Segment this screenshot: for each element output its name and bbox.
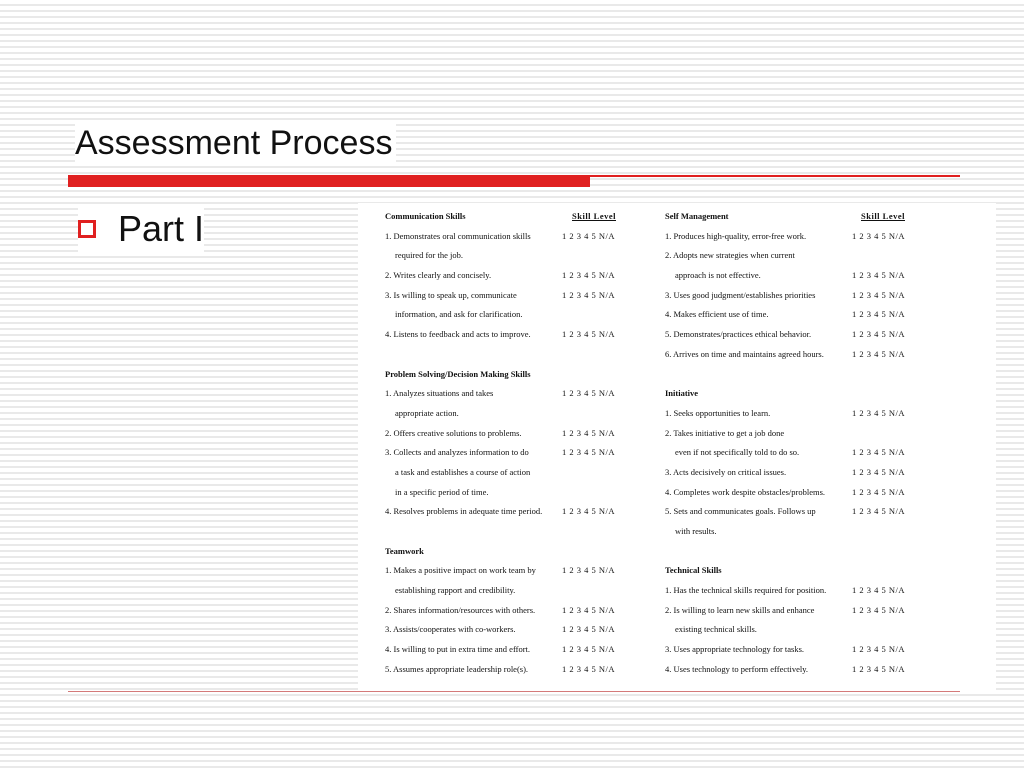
form-row <box>385 305 667 325</box>
form-row <box>665 660 965 680</box>
form-row-text: appropriate action. <box>395 407 459 418</box>
form-row <box>665 502 965 522</box>
form-row-text: 4. Makes efficient use of time. <box>665 309 769 320</box>
form-row <box>385 502 667 522</box>
square-bullet-icon <box>78 220 96 238</box>
rating-scale: 1 2 3 4 5 N/A <box>852 486 906 497</box>
form-row <box>385 443 667 463</box>
form-row-text: 3. Collects and analyzes information to do <box>385 447 529 458</box>
rating-scale: 1 2 3 4 5 N/A <box>852 329 906 340</box>
rating-scale: 1 2 3 4 5 N/A <box>852 309 906 320</box>
form-row-text: Teamwork <box>385 545 424 556</box>
rating-scale: 1 2 3 4 5 N/A <box>562 447 616 458</box>
form-spacer <box>385 345 667 365</box>
rating-scale: 1 2 3 4 5 N/A <box>562 565 616 576</box>
rating-scale: 1 2 3 4 5 N/A <box>562 388 616 399</box>
form-row <box>665 463 965 483</box>
form-section-header <box>385 207 667 227</box>
form-row <box>665 404 965 424</box>
form-row <box>665 345 965 365</box>
form-row <box>665 483 965 503</box>
form-spacer <box>385 522 667 542</box>
form-row-text: a task and establishes a course of action <box>395 466 531 477</box>
form-row-text: 3. Is willing to speak up, communicate <box>385 289 517 300</box>
form-row-text: Initiative <box>665 388 699 399</box>
form-row <box>385 463 667 483</box>
rating-scale: 1 2 3 4 5 N/A <box>562 624 616 635</box>
form-row-text: 1. Analyzes situations and takes <box>385 388 494 399</box>
slide-title: Assessment Process <box>75 124 396 163</box>
form-row <box>385 601 667 621</box>
rating-scale: 1 2 3 4 5 N/A <box>562 270 616 281</box>
rating-scale: 1 2 3 4 5 N/A <box>852 585 906 596</box>
form-row <box>385 424 667 444</box>
form-section-header <box>665 207 965 227</box>
form-row <box>385 483 667 503</box>
form-row-text: establishing rapport and credibility. <box>395 585 516 596</box>
form-column-left <box>385 207 667 680</box>
rating-scale: 1 2 3 4 5 N/A <box>562 644 616 655</box>
form-row <box>385 404 667 424</box>
form-row-text: even if not specifically told to do so. <box>675 447 800 458</box>
title-bar-thin <box>590 175 960 177</box>
form-section-header <box>385 542 667 562</box>
form-row-text: approach is not effective. <box>675 270 761 281</box>
form-row-text: 2. Writes clearly and concisely. <box>385 270 492 281</box>
form-row-text: 2. Shares information/resources with others. <box>385 604 536 615</box>
rating-scale: 1 2 3 4 5 N/A <box>852 447 906 458</box>
form-row <box>665 601 965 621</box>
form-spacer <box>665 542 965 562</box>
form-row-text: 5. Sets and communicates goals. Follows up <box>665 506 816 517</box>
form-row <box>385 561 667 581</box>
rating-scale: 1 2 3 4 5 N/A <box>852 270 906 281</box>
rating-scale: 1 2 3 4 5 N/A <box>852 230 906 241</box>
form-section-header <box>665 384 965 404</box>
form-row <box>665 640 965 660</box>
form-row-text: Problem Solving/Decision Making Skills <box>385 368 531 379</box>
skill-level-header: Skill Level <box>572 211 616 221</box>
form-row <box>665 286 965 306</box>
footer-divider <box>68 691 960 692</box>
rating-scale: 1 2 3 4 5 N/A <box>852 289 906 300</box>
form-row-text: 1. Makes a positive impact on work team by <box>385 565 536 576</box>
form-row-text: 3. Uses appropriate technology for tasks. <box>665 644 805 655</box>
form-spacer <box>665 365 965 385</box>
form-row-text: 2. Takes initiative to get a job done <box>665 427 785 438</box>
rating-scale: 1 2 3 4 5 N/A <box>562 506 616 517</box>
form-row-text: 4. Resolves problems in adequate time period. <box>385 506 543 517</box>
form-row-text: 5. Assumes appropriate leadership role(s). <box>385 663 529 674</box>
form-row <box>385 620 667 640</box>
form-section-header <box>385 365 667 385</box>
form-row-text: 4. Uses technology to perform effectively. <box>665 663 809 674</box>
form-row <box>665 246 965 266</box>
form-row <box>665 620 965 640</box>
form-row-text: 6. Arrives on time and maintains agreed hours. <box>665 348 824 359</box>
form-column-right <box>665 207 965 680</box>
rating-scale: 1 2 3 4 5 N/A <box>562 427 616 438</box>
form-row-text: 3. Acts decisively on critical issues. <box>665 466 787 477</box>
rating-scale: 1 2 3 4 5 N/A <box>852 407 906 418</box>
form-row <box>665 227 965 247</box>
form-row-text: Communication Skills <box>385 211 466 221</box>
assessment-form-image <box>358 203 996 690</box>
form-row-text: Technical Skills <box>665 565 722 576</box>
form-row <box>665 325 965 345</box>
form-row-text: 2. Adopts new strategies when current <box>665 250 795 261</box>
rating-scale: 1 2 3 4 5 N/A <box>562 329 616 340</box>
form-row-text: 4. Listens to feedback and acts to improve. <box>385 329 531 340</box>
form-row-text: 1. Seeks opportunities to learn. <box>665 407 771 418</box>
rating-scale: 1 2 3 4 5 N/A <box>562 289 616 300</box>
form-row <box>385 325 667 345</box>
form-row <box>665 443 965 463</box>
rating-scale: 1 2 3 4 5 N/A <box>852 506 906 517</box>
title-underline-bar <box>68 175 960 187</box>
form-row-text: 1. Demonstrates oral communication skills <box>385 230 531 241</box>
form-row <box>665 305 965 325</box>
form-row-text: 1. Has the technical skills required for position. <box>665 585 827 596</box>
form-row <box>385 384 667 404</box>
form-row <box>665 522 965 542</box>
form-row-text: 4. Is willing to put in extra time and effort. <box>385 644 531 655</box>
form-row-text: required for the job. <box>395 250 463 261</box>
form-row-text: 1. Produces high-quality, error-free work. <box>665 230 807 241</box>
form-row <box>385 581 667 601</box>
form-row <box>385 660 667 680</box>
rating-scale: 1 2 3 4 5 N/A <box>852 663 906 674</box>
form-row-text: 3. Uses good judgment/establishes priorities <box>665 289 816 300</box>
rating-scale: 1 2 3 4 5 N/A <box>562 663 616 674</box>
form-row <box>385 246 667 266</box>
form-row-text: Self Management <box>665 211 729 221</box>
form-row-text: 2. Offers creative solutions to problems. <box>385 427 522 438</box>
form-row-text: 5. Demonstrates/practices ethical behavior. <box>665 329 812 340</box>
form-row <box>385 286 667 306</box>
form-row-text: in a specific period of time. <box>395 486 489 497</box>
form-row-text: 4. Completes work despite obstacles/problems. <box>665 486 826 497</box>
rating-scale: 1 2 3 4 5 N/A <box>562 230 616 241</box>
skill-level-header: Skill Level <box>861 211 905 221</box>
form-row <box>385 266 667 286</box>
form-row <box>665 424 965 444</box>
form-row <box>385 640 667 660</box>
form-row-text: with results. <box>675 526 717 536</box>
form-row <box>665 266 965 286</box>
rating-scale: 1 2 3 4 5 N/A <box>852 604 906 615</box>
bullet-item <box>78 205 204 253</box>
rating-scale: 1 2 3 4 5 N/A <box>852 348 906 359</box>
form-row-text: 3. Assists/cooperates with co-workers. <box>385 624 516 635</box>
form-row-text: information, and ask for clarification. <box>395 309 523 320</box>
title-bar-thick <box>68 175 590 187</box>
bullet-text: Part I <box>118 208 205 249</box>
form-section-header <box>665 561 965 581</box>
form-row-text: 2. Is willing to learn new skills and enhance <box>665 604 815 615</box>
rating-scale: 1 2 3 4 5 N/A <box>852 466 906 477</box>
rating-scale: 1 2 3 4 5 N/A <box>852 644 906 655</box>
rating-scale: 1 2 3 4 5 N/A <box>562 604 616 615</box>
form-row <box>385 227 667 247</box>
form-row <box>665 581 965 601</box>
form-row-text: existing technical skills. <box>675 624 757 635</box>
